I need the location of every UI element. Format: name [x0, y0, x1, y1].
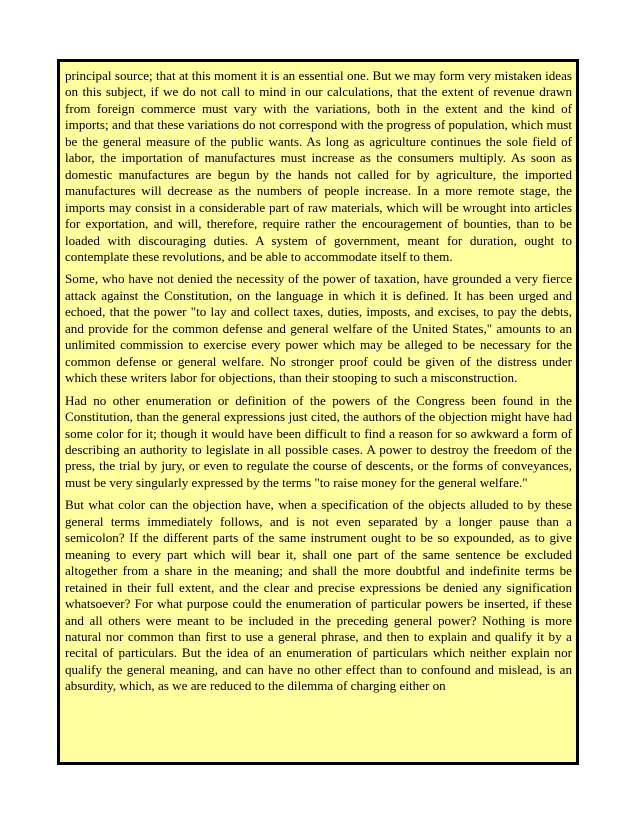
paragraph-3: Had no other enumeration or definition of the powers of the Congress been found in the Constitution, than the general expressions just cited, the authors of the objection might have had some color for it; though it would have been difficult to find a reason for so awkward a form of describing an authority to legislate in all possible cases. A power to destroy the freedom of the press, the trial by jury, or even to regulate the course of descents, or the forms of conveyances, must be very singularly expressed by the terms "to raise money for the general welfare.": [65, 392, 572, 490]
paragraph-4: But what color can the objection have, when a specification of the objects alluded to by these general terms immediately follows, and is not even separated by a longer pause than a semicolon? If the different parts of the same instrument ought to be so expounded, as to give meaning to every part which will bear it, shall one part of the same sentence be excluded altogether from a share in the meaning; and shall the more doubtful and indefinite terms be retained in their full extent, and the clear and precise expressions be denied any signification whatsoever? For what purpose could the enumeration of particular powers be inserted, if these and all others were meant to be included in the preceding general power? Nothing is more natural nor common than first to use a general phrase, and then to explain and qualify it by a recital of particulars. But the idea of an enumeration of particulars which neither explain nor qualify the general meaning, and can have no other effect than to confound and mislead, is an absurdity, which, as we are reduced to the dilemma of charging either on: [65, 497, 572, 694]
document-page: [57, 59, 579, 765]
paragraph-1: principal source; that at this moment it is an essential one. But we may form very mistaken ideas on this subject, if we do not call to mind in our calculations, that the extent of revenue drawn from foreign commerce must vary with the variations, both in the extent and the kind of imports; and that these variations do not correspond with the progress of population, which must be the general measure of the public wants. As long as agriculture continues the sole field of labor, the importation of manufactures must increase as the consumers multiply. As soon as domestic manufactures are begun by the hands not called for by agriculture, the imported manufactures will decrease as the numbers of people increase. In a more remote stage, the imports may consist in a considerable part of raw materials, which will be wrought into articles for exportation, and will, therefore, require rather the encouragement of bounties, than to be loaded with discouraging duties. A system of government, meant for duration, ought to contemplate these revolutions, and be able to accommodate itself to them.: [65, 68, 572, 264]
paragraph-2: Some, who have not denied the necessity of the power of taxation, have grounded a very fierce attack against the Constitution, on the language in which it is defined. It has been urged and echoed, that the power "to lay and collect taxes, duties, imposts, and excises, to pay the debts, and provide for the common defense and general welfare of the United States," amounts to an unlimited commission to exercise every power which may be alleged to be necessary for the common defense or general welfare. No stronger proof could be given of the distress under which these writers labor for objections, than their stooping to such a misconstruction.: [65, 271, 572, 386]
